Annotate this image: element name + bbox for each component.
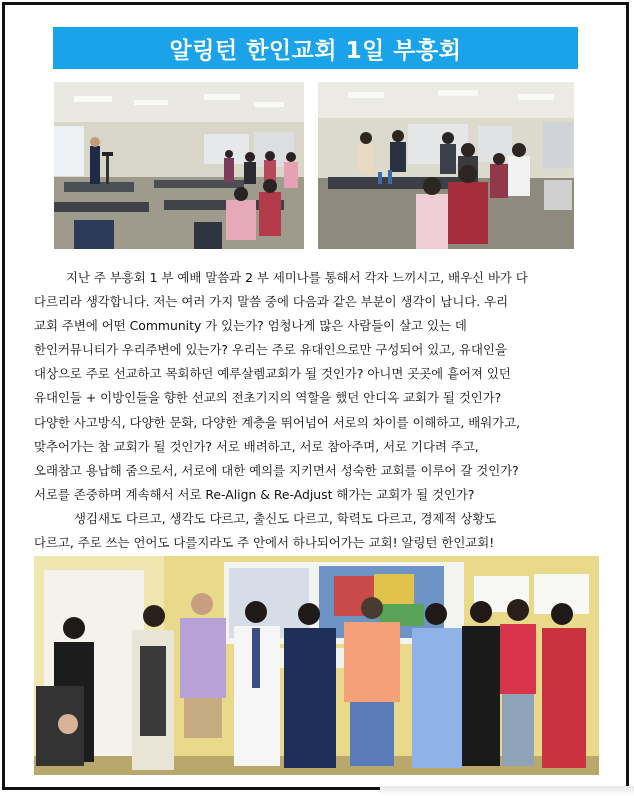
paragraph-line: 다양한 사고방식, 다양한 문화, 다양한 계층을 뛰어넘어 서로의 차이를 이해하고, 배워가고, <box>34 414 521 430</box>
sermon-photo <box>54 82 304 249</box>
paragraph-line: 다르리라 생각합니다. 저는 여러 가지 말씀 중에 다음과 같은 부분이 생각이 납니다. 우리 <box>34 294 509 310</box>
page-shadow <box>380 786 634 796</box>
paragraph-line: 생김새도 다르고, 생각도 다르고, 출신도 다르고, 학력도 다르고, 경제적 상황도 <box>74 510 497 526</box>
paragraph-line: 다르고, 주로 쓰는 언어도 다를지라도 주 안에서 하나되어가는 교회! 알링턴 한인교회! <box>34 535 495 551</box>
paragraph-line: 맞추어가는 참 교회가 될 것인가? 서로 배려하고, 서로 참아주며, 서로 기다려 주고, <box>34 438 479 454</box>
article-body <box>34 266 600 555</box>
seminar-discussion-photo-icon <box>318 82 574 249</box>
paragraph-line: 오래참고 용납해 줌으로서, 서로에 대한 예의를 지키면서 성숙한 교회를 이루어 갈 것인가? <box>34 462 519 478</box>
paragraph-line: 한인커뮤니티가 우리주변에 있는가? 우리는 주로 유대인으로만 구성되어 있고, 유대인을 <box>34 342 507 358</box>
paragraph-line: 대상으로 주로 선교하고 목회하던 예루살렘교회가 될 것인가? 아니면 곳곳에 흩어져 있던 <box>34 366 511 382</box>
paragraph-line: 서로를 존중하며 계속해서 서로 Re-Align & Re-Adjust 해가는 교회가 될 것인가? <box>34 486 475 502</box>
group-photo <box>34 556 599 775</box>
page-title-banner <box>53 27 578 69</box>
paragraph-line: 교회 주변에 어떤 Community 가 있는가? 엄청나게 많은 사람들이 살고 있는 데 <box>34 318 467 334</box>
seminar-photo <box>318 82 574 249</box>
congregation-group-photo-icon <box>34 556 599 775</box>
page-title: 알링턴 한인교회 1일 부흥회 <box>169 37 462 64</box>
paragraph-line: 유대인들 + 이방인들을 향한 선교의 전초기지의 역할을 했던 안디옥 교회가 될 것인가? <box>34 390 502 406</box>
seminar-room-photo-icon <box>54 82 304 249</box>
paragraph-line: 지난 주 부흥회 1 부 예배 말씀과 2 부 세미나를 통해서 각자 느끼시고, 배우신 바가 다 <box>66 270 528 285</box>
